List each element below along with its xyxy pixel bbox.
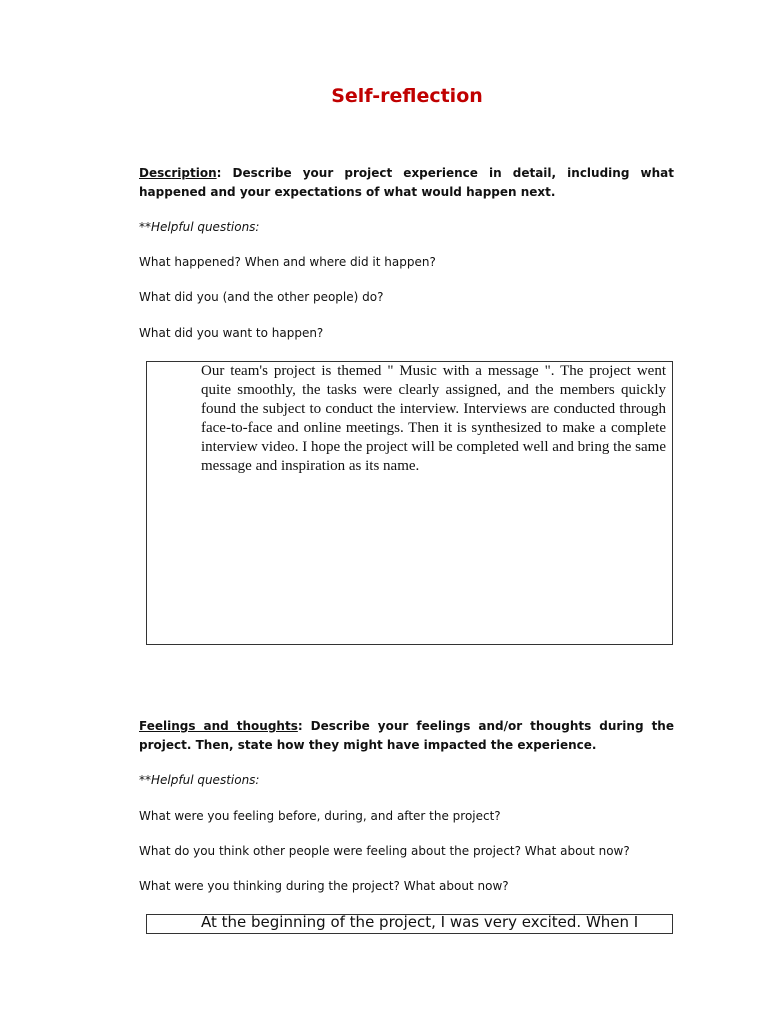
feelings-text: : Describe your feelings and/or thoughts during the project. Then, state how they might have impacted the experience. [139, 719, 674, 752]
feelings-prompt [139, 717, 674, 755]
answer-box[interactable] [146, 361, 673, 645]
description-heading: Description [139, 166, 217, 180]
helpful-questions-label: **Helpful questions: [139, 220, 260, 234]
page-title: Self-reflection [331, 85, 483, 107]
description-text: : Describe your project experience in detail, including what happened and your expectations of what would happen next. [139, 166, 674, 199]
question-item: What were you thinking during the project? What about now? [139, 879, 509, 893]
answer-box[interactable] [146, 914, 673, 934]
question-item: What did you want to happen? [139, 326, 324, 340]
question-item: What happened? When and where did it happen? [139, 255, 436, 269]
question-item: What do you think other people were feeling about the project? What about now? [139, 844, 630, 858]
feelings-heading: Feelings and thoughts [139, 719, 298, 733]
answer-text: Our team's project is themed " Music with a message ". The project went quite smoothly, the tasks were clearly assigned, and the members quickly found the subject to conduct the interview. Interviews are conducted through face-to-face and online meetings. Then it is synthesized to make a complete interview video. I hope the project will be completed well and bring the same message and inspiration as its name. [201, 363, 666, 474]
helpful-questions-label: **Helpful questions: [139, 773, 260, 787]
question-item: What were you feeling before, during, and after the project? [139, 809, 501, 823]
description-prompt [139, 164, 674, 202]
question-item: What did you (and the other people) do? [139, 290, 384, 304]
answer-text: At the beginning of the project, I was very excited. When I [201, 913, 639, 931]
